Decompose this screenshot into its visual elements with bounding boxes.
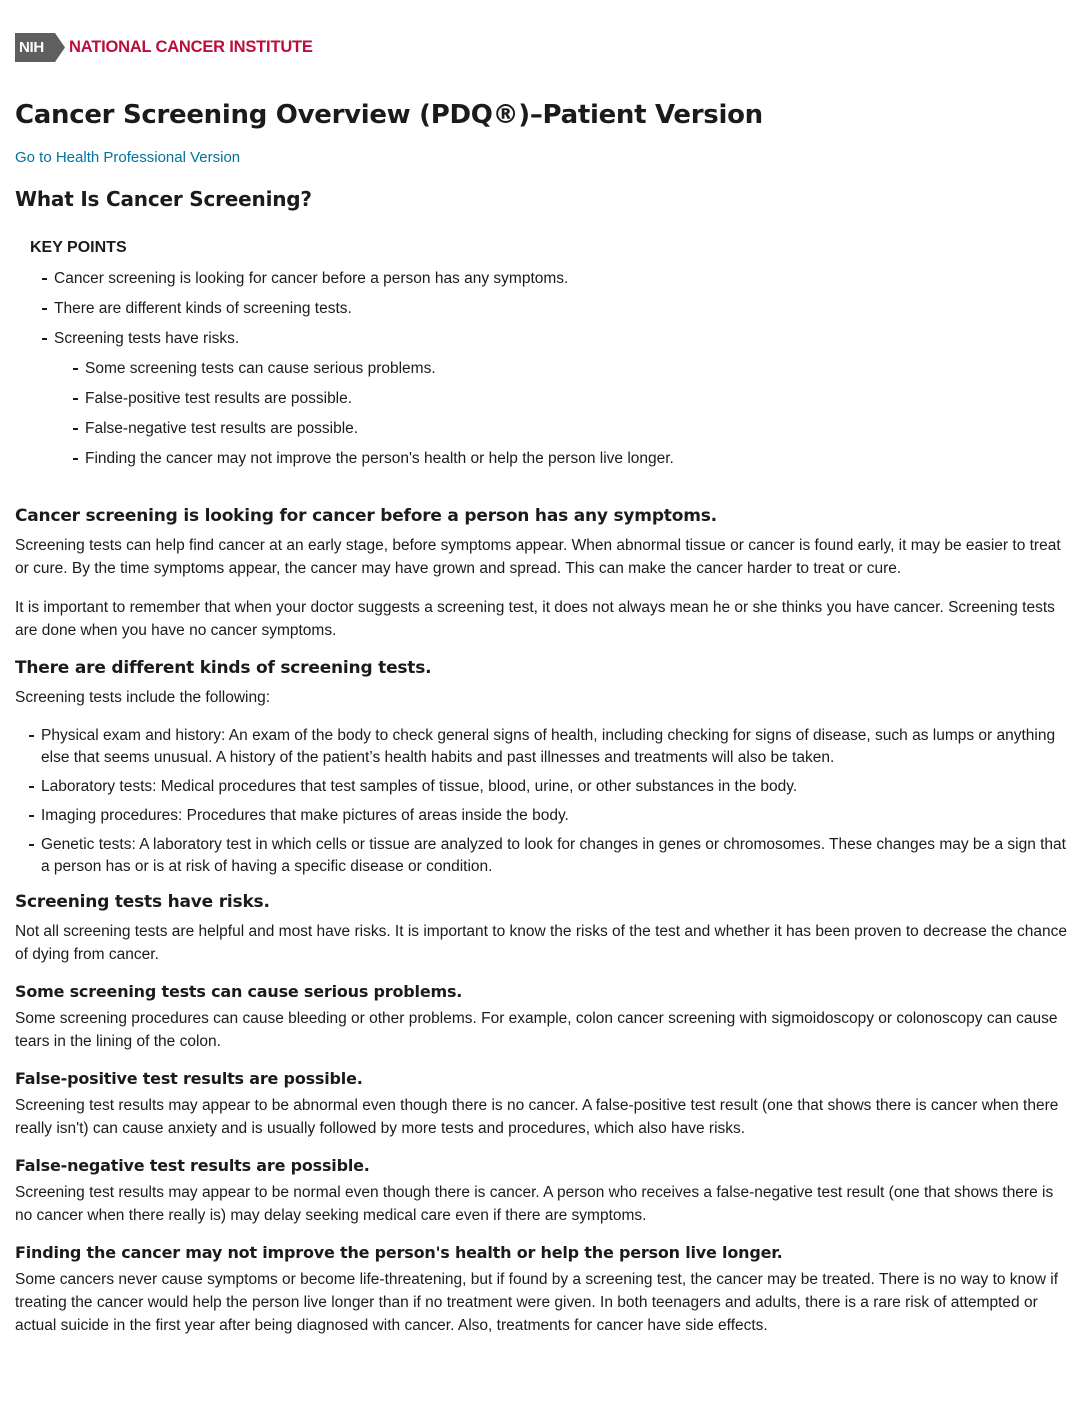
- paragraph: Screening tests can help find cancer at an early stage, before symptoms appear. When abnormal tissue or cancer is found early, it may be easier to treat or cure. By the time symptoms appear, the cancer may have grown and spread. This can make the cancer harder to treat or cure.: [15, 537, 1061, 577]
- subsection-heading: False-positive test results are possible.: [15, 1069, 363, 1088]
- key-point-subitem: Some screening tests can cause serious problems.: [71, 358, 1072, 380]
- paragraph: Some screening procedures can cause bleeding or other problems. For example, colon cancer screening with sigmoidoscopy or colonoscopy can cause tears in the lining of the colon.: [15, 1010, 1058, 1050]
- paragraph: Screening tests include the following:: [15, 689, 271, 706]
- paragraph: It is important to remember that when your doctor suggests a screening test, it does not always mean he or she thinks you have cancer. Screening tests are done when you have no cancer symptoms.: [15, 599, 1055, 639]
- section-heading: What Is Cancer Screening?: [15, 187, 312, 211]
- subsection-heading: There are different kinds of screening tests.: [15, 658, 432, 678]
- key-points-sublist: [71, 358, 1072, 470]
- key-point-item: [40, 328, 1072, 470]
- key-point-subitem: False-negative test results are possible.: [71, 418, 1072, 440]
- health-professional-link[interactable]: Go to Health Professional Version: [15, 149, 241, 166]
- list-item: Genetic tests: A laboratory test in which cells or tissue are analyzed to look for changes in genes or chromosomes. These changes may be a sign that a person has or is at risk of having a specific disease or condition.: [27, 834, 1072, 878]
- paragraph: Screening test results may appear to be normal even though there is cancer. A person who receives a false-negative test result (one that shows there is no cancer when there really is) may delay seeking medical care even if there are symptoms.: [15, 1184, 1054, 1224]
- list-item: Laboratory tests: Medical procedures that test samples of tissue, blood, urine, or other substances in the body.: [27, 776, 1072, 798]
- key-points-list: [40, 268, 1072, 470]
- key-point-item: There are different kinds of screening tests.: [40, 298, 1072, 320]
- subsection-heading: False-negative test results are possible.: [15, 1156, 370, 1175]
- subsection-heading: Some screening tests can cause serious problems.: [15, 982, 463, 1001]
- paragraph: Screening test results may appear to be abnormal even though there is no cancer. A false-positive test result (one that shows there is cancer when there really isn't) can cause anxiety and is usually followed by more tests and procedures, which also have risks.: [15, 1097, 1059, 1137]
- list-item: Imaging procedures: Procedures that make pictures of areas inside the body.: [27, 805, 1072, 827]
- subsection-heading: Finding the cancer may not improve the person's health or help the person live longer.: [15, 1243, 783, 1262]
- key-point-text: Screening tests have risks.: [54, 330, 240, 347]
- paragraph: Some cancers never cause symptoms or become life-threatening, but if found by a screening test, the cancer may be treated. There is no way to know if treating the cancer would help the person live longer than if no treatment were given. In both teenagers and adults, there is a rare risk of attempted or actual suicide in the first year after being diagnosed with cancer. Also, treatments for cancer have side effects.: [15, 1271, 1059, 1334]
- main-content: [15, 187, 1072, 1337]
- subsection-heading: Screening tests have risks.: [15, 892, 270, 912]
- nci-logo[interactable]: [15, 33, 313, 62]
- key-point-subitem: False-positive test results are possible.: [71, 388, 1072, 410]
- paragraph: Not all screening tests are helpful and most have risks. It is important to know the risks of the test and whether it has been proven to decrease the chance of dying from cancer.: [15, 923, 1067, 963]
- subsection-heading: Cancer screening is looking for cancer before a person has any symptoms.: [15, 506, 717, 526]
- screening-tests-list: [27, 725, 1072, 878]
- nih-label: NIH: [19, 39, 44, 56]
- page-title: Cancer Screening Overview (PDQ®)–Patient Version: [15, 100, 763, 130]
- org-name: NATIONAL CANCER INSTITUTE: [69, 38, 313, 56]
- key-point-item: Cancer screening is looking for cancer before a person has any symptoms.: [40, 268, 1072, 290]
- key-point-subitem: Finding the cancer may not improve the person's health or help the person live longer.: [71, 448, 1072, 470]
- nih-badge-icon: [15, 33, 65, 62]
- key-points-title: KEY POINTS: [30, 239, 127, 256]
- list-item: Physical exam and history: An exam of the body to check general signs of health, including checking for signs of disease, such as lumps or anything else that seems unusual. A history of the patient’s health habits and past illnesses and treatments will also be taken.: [27, 725, 1072, 769]
